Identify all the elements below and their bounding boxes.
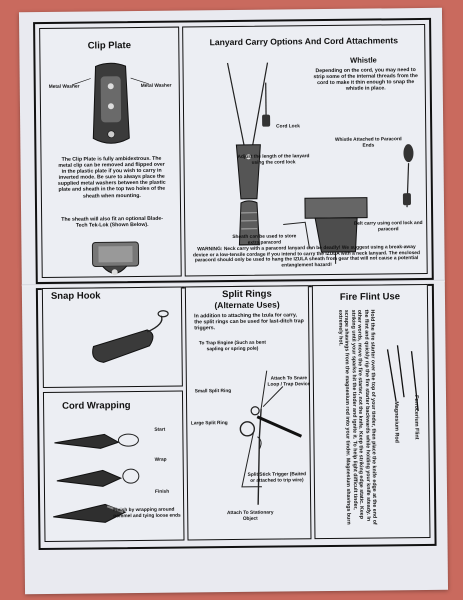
lanyard-panel (182, 24, 428, 277)
snap-hook-illustration (43, 304, 184, 385)
split-rings-intro: In addition to attaching the Izula for carry, the split rings can be used for last-ditch trap triggers. (194, 312, 304, 332)
split-rings-panel (185, 285, 312, 540)
clip-plate-note: The sheath will also fit an optional Blade-Tech Tek-Lok (Shown Below). (61, 215, 164, 229)
split-rings-title: Split Rings (222, 288, 272, 301)
clip-plate-panel (39, 27, 182, 278)
whistle-text: Depending on the cord, you may need to strip some of the internal threads from the cord to make it thin enough to snap the whistle in place. (313, 67, 418, 93)
adjust-label: Adjust the length of the lanyard using the cord lock (237, 154, 310, 166)
lanyard-title: Lanyard Carry Options And Cord Attachments (209, 35, 399, 48)
finish-label: Finish (154, 489, 170, 495)
finish-note-label: Finish by wrapping around pommel and tying loose ends (113, 507, 181, 519)
tek-lok-illustration (42, 236, 183, 287)
fire-flint-title: Fire Flint Use (339, 291, 401, 303)
whistle-attached-label: Whistle Attached to Paracord Ends (334, 137, 402, 149)
trap-engine-label: To Trap Engine (Such as bent sapling or spring pole) (198, 340, 267, 352)
cord-lock-label: Cord Lock (276, 124, 300, 130)
split-rings-subtitle: (Alternate Uses) (214, 299, 280, 311)
metal-washer-right-label: Metal Washer (140, 83, 172, 89)
cord-wrapping-panel (43, 391, 185, 542)
sheath-store-label: Sheath can be used to store extra paracord (232, 234, 297, 246)
whistle-title: Whistle (350, 55, 377, 65)
stationary-label: Attach To Stationary Object (226, 510, 274, 522)
clip-plate-title: Clip Plate (87, 40, 132, 52)
cord-wrapping-title: Cord Wrapping (62, 400, 131, 412)
belt-carry-label: Belt carry using cord lock and paracord (353, 221, 423, 233)
wrap-label: Wrap (154, 457, 167, 463)
ferro-label: Ferrocerium Flint (412, 395, 420, 440)
start-label: Start (154, 427, 166, 433)
small-ring-label: Small Split Ring (194, 389, 232, 395)
snap-hook-panel (42, 287, 183, 388)
ferro-label-rotated (412, 395, 418, 439)
fire-flint-panel (312, 284, 431, 539)
mag-rod-label: Magnesium Rod (393, 401, 400, 443)
snare-label: Attach To Snare Loop / Trap Device (267, 376, 311, 388)
instruction-sheet (19, 8, 448, 594)
snap-hook-title: Snap Hook (50, 290, 101, 302)
fire-flint-text: Hold the fire starter over the top of your tinder, then place the knife edge at the end of the flint and quickly rip the fire starter backwards while holding your knife steady. In other words, move the fire starter, not the knife. Keep the striking edge static. Keep striking until your sparks hit the tinder and ignite it. To help light difficult tinder, scrape shavings from the magnesium rod into your tinder. Magnesium shavings burn extremely hot. (337, 309, 378, 525)
clip-plate-text: The Clip Plate is fully ambidextrous. The metal clip can be removed and flipped over in the plastic plate if you wish to carry in inverted mode. Be sure to always place the supplied metal washers between the plastic plate and sheath in the top two holes of the sheath when mounting. (57, 155, 166, 200)
trap-trigger-illustration (186, 336, 312, 537)
mag-rod-label-rotated (392, 401, 398, 443)
clip-plate-illustration (40, 58, 181, 169)
large-ring-label: Large Split Ring (190, 421, 228, 427)
stick-trigger-label: Split Stick Trigger (Baited or attached to trip wire) (247, 472, 307, 484)
warning-text: WARNING: Neck carry with a paracord lanyard can be deadly! We suggest using a break-away device or a low-tensile cordage if you intend to carry the IZULA with a neck lanyard. The enclosed paracord should only be used to hang the IZULA sheath from gear that will not cause a potential entanglement hazard! (192, 245, 421, 269)
metal-washer-left-label: Metal Washer (48, 84, 80, 90)
